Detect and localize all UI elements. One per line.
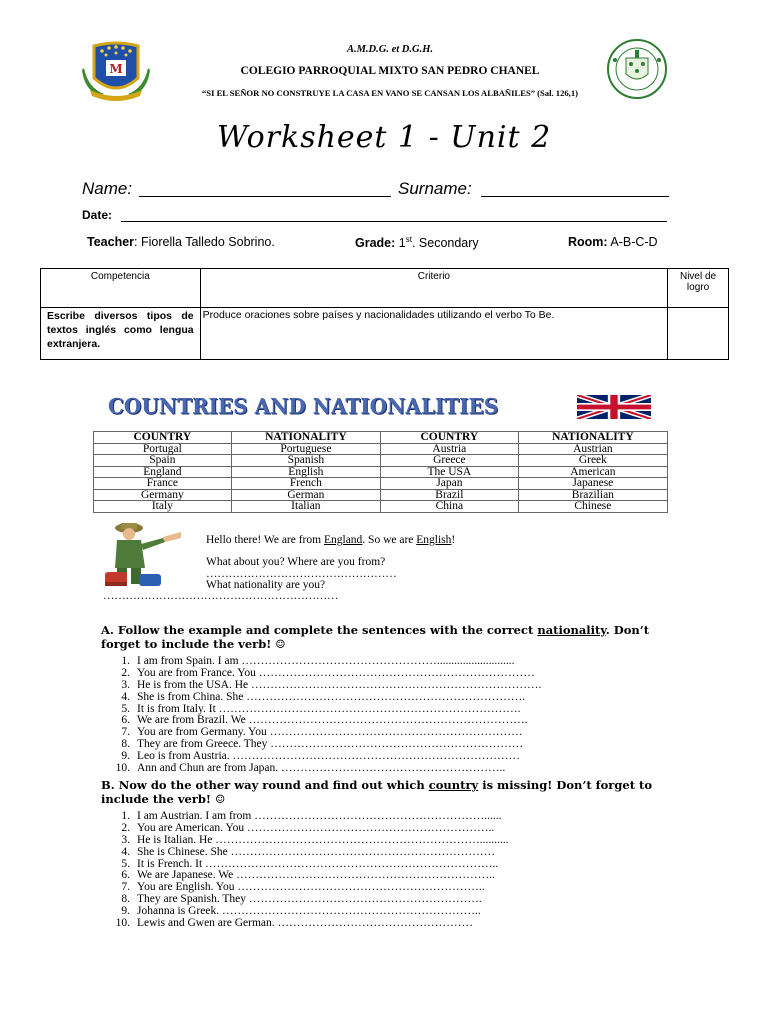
nivel-logro-header: Nivel de logro (668, 269, 729, 308)
table-cell: American (518, 466, 667, 478)
criterio-cell: Produce oraciones sobre países y nacionalidades utilizando el verbo To Be. (200, 308, 667, 360)
grade-label: Grade: (355, 236, 396, 251)
table-cell: Japanese (518, 478, 667, 490)
item-number: 1. (121, 655, 130, 667)
table-cell: Spanish (231, 455, 380, 467)
name-field[interactable] (139, 196, 391, 197)
intro-nationality: English (416, 534, 452, 546)
date-label: Date: (82, 208, 113, 222)
svg-text:M: M (109, 62, 123, 76)
table-cell: Austrian (518, 443, 667, 455)
item-text: They are from Greece. They ………………………………………………………… (137, 738, 524, 751)
table-cell: French (231, 478, 380, 490)
table-cell: The USA (380, 466, 518, 478)
item-number: 3. (121, 833, 130, 846)
list-item[interactable] (110, 763, 541, 775)
item-number: 7. (121, 726, 130, 739)
country-header: COUNTRY (94, 432, 232, 444)
intro-country: England (323, 534, 363, 546)
table-cell: Spain (94, 455, 232, 467)
table-cell: Greece (380, 455, 518, 467)
item-number: 6. (121, 869, 130, 882)
item-text: He is Italian. He …………………………………………………………….......... (137, 833, 509, 846)
countries-title: COUNTRIES AND NATIONALITIES (108, 393, 499, 419)
grade-value: . Secondary (411, 236, 479, 251)
item-number: 3. (121, 678, 130, 691)
table-row (94, 466, 668, 478)
instruction-text: . Don’t forget to include the verb! ☺ (101, 623, 650, 651)
nationality-header: NATIONALITY (518, 432, 667, 444)
item-text: You are from France. You ……………………………………………………………… (137, 666, 535, 679)
table-cell: Brazil (380, 489, 518, 501)
intro-question-nationality: What nationality are you? (206, 579, 326, 591)
competencia-header: Competencia (41, 269, 201, 308)
table-cell: England (94, 466, 232, 478)
list-item[interactable] (110, 918, 509, 930)
worksheet-title: Worksheet 1 - Unit 2 (216, 120, 552, 155)
item-text: I am Austrian. I am from ……………………………………………………...... (137, 810, 502, 822)
criterio-header: Criterio (200, 269, 667, 308)
intro-text: ! (451, 534, 456, 546)
table-row (94, 489, 668, 501)
item-text: Lewis and Gwen are German. …………………………………………… (137, 917, 473, 930)
competency-table (40, 268, 729, 360)
table-cell: Greek (518, 455, 667, 467)
table-cell: Chinese (518, 501, 667, 513)
item-text: Leo is from Austria. ………………………………………………………………… (137, 750, 520, 763)
grade-info (355, 235, 479, 250)
item-text: She is Chinese. She …………………………………………………………… (137, 845, 496, 858)
item-number: 10. (115, 917, 130, 930)
surname-label: Surname: (398, 179, 472, 198)
school-name: COLEGIO PARROQUIAL MIXTO SAN PEDRO CHANEL (240, 65, 540, 77)
item-text: They are Spanish. They ……………………………………………………. (137, 893, 482, 906)
intro-answer-line[interactable]: ……………………………………………………… (103, 590, 339, 602)
school-crest-logo (80, 38, 152, 102)
table-row (94, 501, 668, 513)
name-label: Name: (82, 179, 133, 198)
nivel-logro-cell[interactable] (668, 308, 729, 360)
instruction-keyword: nationality (537, 623, 606, 637)
item-number: 10. (115, 762, 130, 775)
table-cell: German (231, 489, 380, 501)
item-text: Johanna is Greek. ………………………………………………………….. (137, 905, 481, 918)
item-number: 2. (121, 666, 130, 679)
item-number: 5. (121, 857, 130, 870)
room-value: A-B-C-D (607, 235, 658, 249)
teacher-label: Teacher (87, 235, 135, 249)
table-cell: Italian (231, 501, 380, 513)
table-cell: Portugal (94, 443, 232, 455)
instruction-text: B. Now do the other way round and find out which (101, 778, 429, 792)
nationalities-header-row (94, 432, 668, 444)
nationalities-table (93, 431, 668, 513)
room-label: Room: (568, 235, 608, 249)
school-motto: A.M.D.G. et D.G.H. (346, 44, 434, 55)
item-number: 9. (121, 905, 130, 918)
teacher-value: : Fiorella Talledo Sobrino. (134, 235, 275, 249)
intro-question-country: What about you? Where are you from? (206, 556, 386, 568)
item-text: He is from the USA. He …………………………………………………………………. (137, 678, 542, 691)
item-text: You are English. You ……………………………………………………….. (137, 881, 485, 894)
item-text: I am from Spain. I am ……………………………………………........................... (137, 655, 515, 667)
item-number: 4. (121, 845, 130, 858)
exercise-a-list (110, 656, 541, 775)
item-text: You are from Germany. You ………………………………………………………… (137, 726, 523, 739)
table-row (94, 443, 668, 455)
table-row (94, 455, 668, 467)
instruction-keyword: country (428, 778, 479, 792)
instruction-text: is missing! Don’t forget to include the verb! ☺ (101, 778, 653, 806)
item-number: 1. (121, 810, 130, 822)
item-text: We are from Brazil. We ………………………………………………………………. (137, 714, 528, 727)
table-cell: English (231, 466, 380, 478)
table-cell: Brazilian (518, 489, 667, 501)
item-number: 2. (121, 821, 130, 834)
grade-number: 1 (395, 236, 406, 251)
surname-field[interactable] (481, 196, 669, 197)
nationality-header: NATIONALITY (231, 432, 380, 444)
item-text: It is French. It ………………………………………………………………….. (137, 857, 499, 870)
intro-answer-line[interactable]: …………………………………………… (206, 568, 397, 580)
item-number: 8. (121, 893, 130, 906)
exercise-b-list (110, 811, 509, 930)
country-header: COUNTRY (380, 432, 518, 444)
item-text: Ann and Chun are from Japan. ………………………………………………….. (137, 762, 506, 775)
item-text: We are Japanese. We ………………………………………………………….. (137, 869, 495, 882)
table-cell: Japan (380, 478, 518, 490)
grade-ordinal: st (405, 235, 412, 244)
table-cell: Italy (94, 501, 232, 513)
item-number: 4. (121, 690, 130, 703)
item-number: 7. (121, 881, 130, 894)
explorer-illustration (101, 520, 191, 590)
competencia-cell: Escribe diversos tipos de textos inglés como lengua extranjera. (41, 308, 201, 360)
exercise-b-instructions (101, 779, 671, 806)
item-number: 9. (121, 750, 130, 763)
item-text: It is from Italy. It ……………………………………………………………………. (137, 702, 521, 715)
table-cell: China (380, 501, 518, 513)
date-field[interactable] (121, 221, 667, 222)
room-info (568, 235, 658, 249)
intro-text: . So we are (362, 534, 417, 546)
item-number: 8. (121, 738, 130, 751)
item-number: 5. (121, 702, 130, 715)
table-cell: Germany (94, 489, 232, 501)
item-text: You are American. You ……………………………………………………….. (137, 821, 495, 834)
school-quote: “SI EL SEÑOR NO CONSTRUYE LA CASA EN VANO SE CANSAN LOS ALBAÑILES” (Sal. 126,1) (202, 88, 578, 98)
instruction-text: A. Follow the example and complete the sentences with the correct (101, 623, 538, 637)
table-row (94, 478, 668, 490)
item-number: 6. (121, 714, 130, 727)
intro-text: Hello there! We are from (206, 534, 324, 546)
table-cell: Portuguese (231, 443, 380, 455)
uk-flag-icon (577, 395, 651, 419)
intro-line-1 (206, 534, 455, 546)
exercise-a-instructions (101, 624, 661, 651)
table-cell: Austria (380, 443, 518, 455)
table-cell: France (94, 478, 232, 490)
item-text: She is from China. She ………………………………………………………………. (137, 690, 526, 703)
teacher-info (87, 235, 275, 249)
